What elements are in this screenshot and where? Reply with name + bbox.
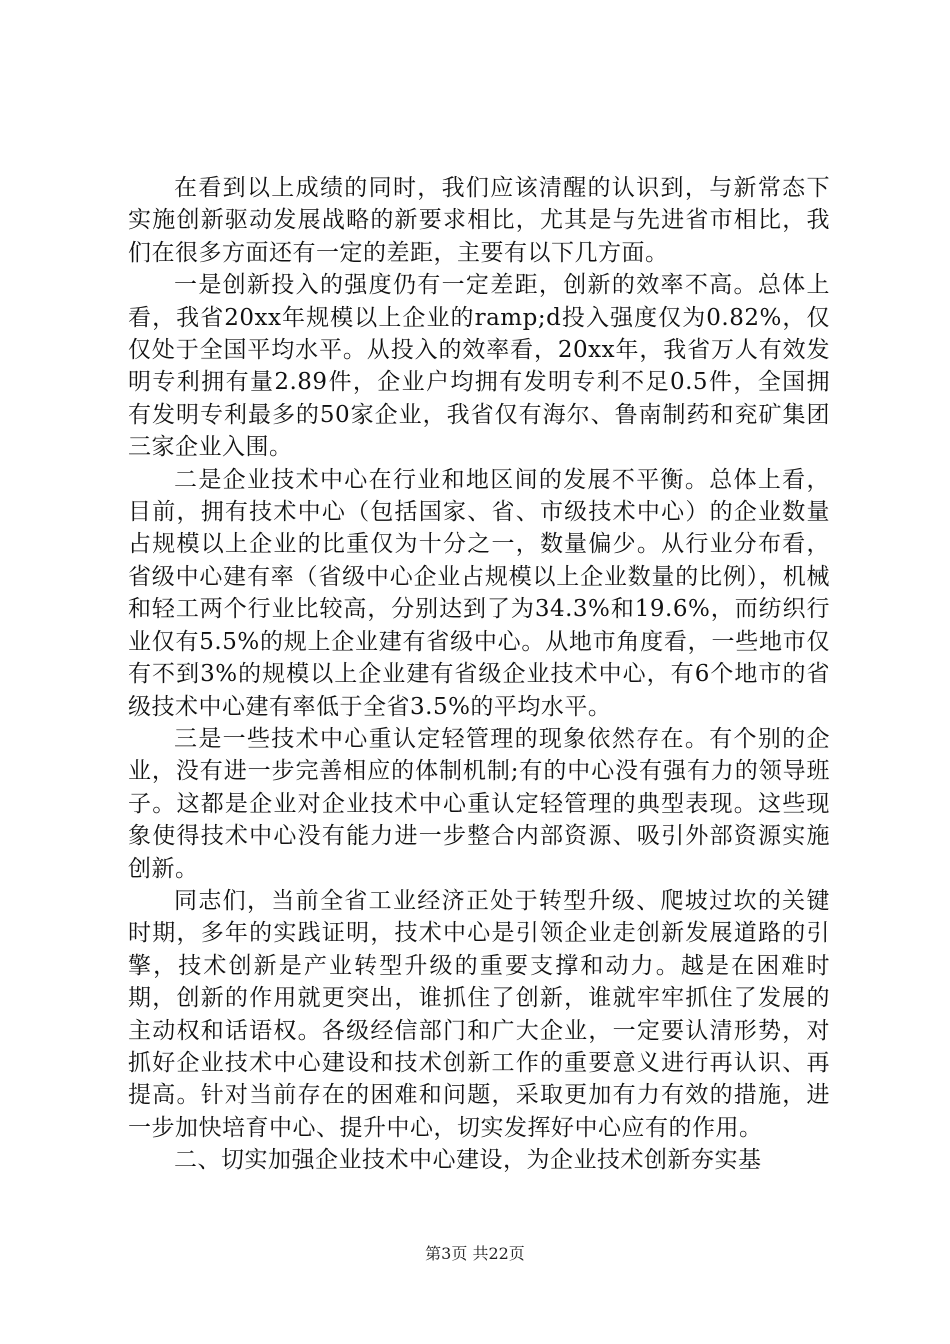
paragraph-point-one: 一是创新投入的强度仍有一定差距，创新的效率不高。总体上看，我省20xx年规模以上企业的ramp;d投入强度仅为0.82%，仅仅处于全国平均水平。从投入的效率看，20xx年，我省万人有效发明专利拥有量2.89件，企业户均拥有发明专利不足0.5件，全国拥有发明专利最多的50家企业，我省仅有海尔、鲁南制药和兖矿集团三家企业入围。	[128, 272, 830, 461]
page-number-footer: 第3页 共22页	[425, 1244, 525, 1263]
paragraph-intro: 在看到以上成绩的同时，我们应该清醒的认识到，与新常态下实施创新驱动发展战略的新要求相比，尤其是与先进省市相比，我们在很多方面还有一定的差距，主要有以下几方面。	[128, 175, 830, 266]
paragraph-section-two-heading: 二、切实加强企业技术中心建设，为企业技术创新夯实基	[174, 1147, 762, 1174]
paragraph-point-two: 二是企业技术中心在行业和地区间的发展不平衡。总体上看，目前，拥有技术中心（包括国家、省、市级技术中心）的企业数量占规模以上企业的比重仅为十分之一，数量偏少。从行业分布看，省级中心建有率（省级中心企业占规模以上企业数量的比例），机械和轻工两个行业比较高，分别达到了为34.3%和19.6%，而纺织行业仅有5.5%的规上企业建有省级中心。从地市角度看，一些地市仅有不到3%的规模以上企业建有省级企业技术中心，有6个地市的省级技术中心建有率低于全省3.5%的平均水平。	[128, 466, 830, 720]
document-body	[128, 172, 830, 1177]
paragraph-point-three: 三是一些技术中心重认定轻管理的现象依然存在。有个别的企业，没有进一步完善相应的体制机制;有的中心没有强有力的领导班子。这都是企业对企业技术中心重认定轻管理的典型表现。这些现象使得技术中心没有能力进一步整合内部资源、吸引外部资源实施创新。	[128, 725, 830, 882]
paragraph-comrades: 同志们，当前全省工业经济正处于转型升级、爬坡过坎的关键时期，多年的实践证明，技术中心是引领企业走创新发展道路的引擎，技术创新是产业转型升级的重要支撑和动力。越是在困难时期，创新的作用就更突出，谁抓住了创新，谁就牢牢抓住了发展的主动权和话语权。各级经信部门和广大企业，一定要认清形势，对抓好企业技术中心建设和技术创新工作的重要意义进行再认识、再提高。针对当前存在的困难和问题，采取更加有力有效的措施，进一步加快培育中心、提升中心，切实发挥好中心应有的作用。	[128, 887, 830, 1141]
